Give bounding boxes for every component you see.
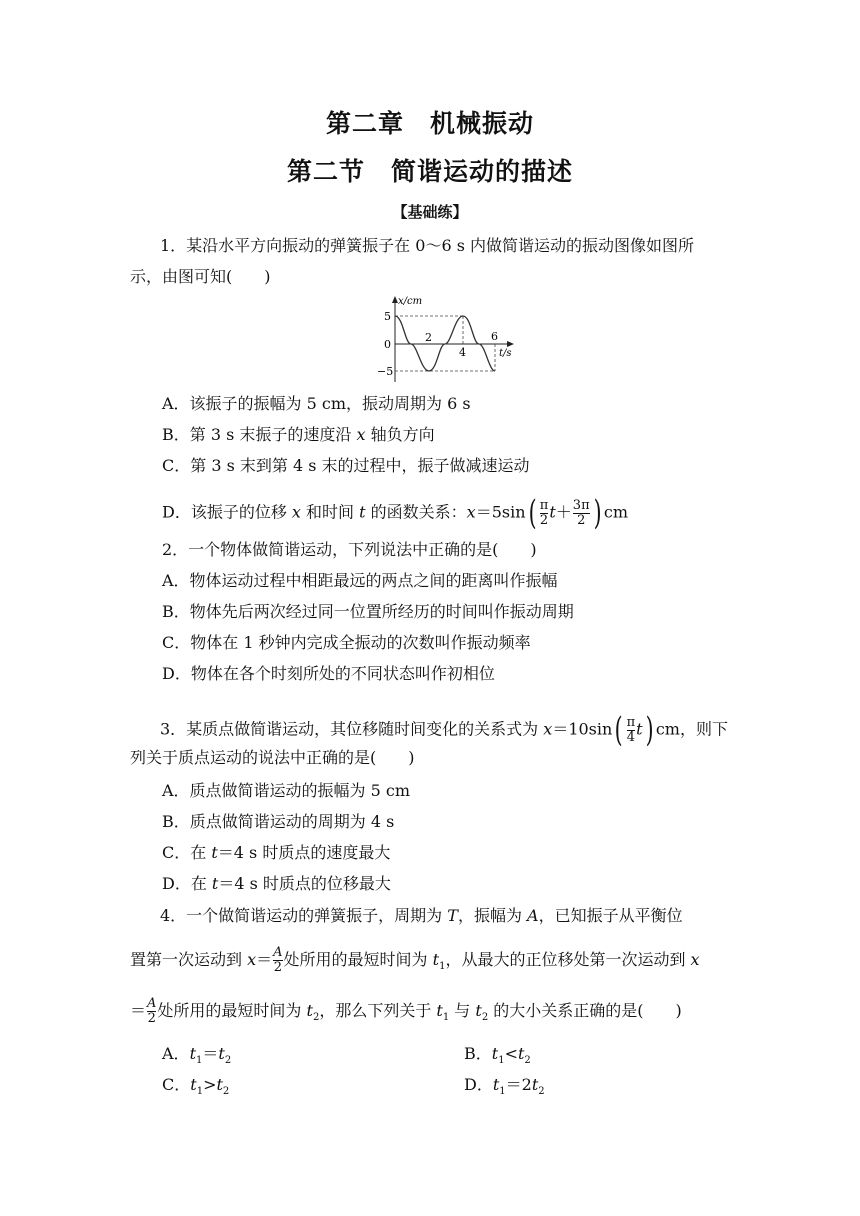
q4-stem-line1: 4．一个做简谐运动的弹簧振子，周期为 T，振幅为 A，已知振子从平衡位 [160,906,683,925]
q4-stem-line3: ＝ $\frac{A}{2}$ 处所用的最短时间为 $t_2$，那么下列关于 $t_1$ 与 $t_2$ 的大小关系正确的是( ) [130,996,682,1026]
section-title: 第二节 简谐运动的描述 [286,157,573,186]
q2-option-d: D．物体在各个时刻所处的不同状态叫作初相位 [162,664,495,683]
q1-stem-line1: 1．某沿水平方向振动的弹簧振子在 0～6 s 内做简谐运动的振动图像如图所 [160,236,695,255]
q1-option-a: A．该振子的振幅为 5 cm，振动周期为 6 s [162,394,471,413]
q1-option-b: B．第 3 s 末振子的速度沿 x 轴负方向 [162,425,435,444]
q3-option-c: C．在 t＝4 s 时质点的速度最大 [162,843,391,862]
graph-x-arrow [507,341,514,347]
q3-stem-line2: 列关于质点运动的说法中正确的是( ) [130,748,415,767]
q3-option-a: A．质点做简谐运动的振幅为 5 cm [162,781,411,800]
q2-option-c: C．物体在 1 秒钟内完成全振动的次数叫作振动频率 [162,633,531,652]
graph-y-tick-5: 5 [384,310,391,323]
vibration-graph [365,294,525,386]
q4-option-a: A．$t_1=t_2$ [162,1044,232,1066]
q3-option-b: B．质点做简谐运动的周期为 4 s [162,812,395,831]
q1-option-d: D．该振子的位移 x 和时间 t 的函数关系：x＝5sin( $\frac{\pi}{2}$ t＋ $\frac{3\pi}{2}$ ) cm [162,493,629,533]
q1-stem-line2: 示，由图可知( ) [130,267,271,286]
q2-option-a: A．物体运动过程中相距最远的两点之间的距离叫作振幅 [162,571,558,590]
graph-y-tick-neg5: −5 [377,365,394,378]
q4-stem-line2: 置第一次运动到 x＝ $\frac{A}{2}$ 处所用的最短时间为 $t_1$，从最大的正位移处第一次运动到 x [130,945,700,975]
graph-x-tick-2: 2 [425,331,432,344]
graph-y-label: x/cm [398,296,423,307]
q3-option-d: D．在 t＝4 s 时质点的位移最大 [162,874,391,893]
graph-x-label: t/s [499,348,512,359]
q3-stem-line1: 3．某质点做简谐运动，其位移随时间变化的关系式为 x＝10sin( $\frac{\pi}{4}$ t) cm，则下 [160,710,728,750]
q2-option-b: B．物体先后两次经过同一位置所经历的时间叫作振动周期 [162,602,574,621]
exercise-type-label: 【基础练】 [392,203,468,221]
chapter-title: 第二章 机械振动 [325,109,534,138]
graph-x-tick-4: 4 [459,346,466,359]
graph-y-tick-0: 0 [384,338,391,351]
q4-option-c: C．$t_1>t_2$ [162,1075,230,1097]
q4-option-b: B．$t_1<t_2$ [464,1044,531,1066]
q2-stem: 2．一个物体做简谐运动，下列说法中正确的是( ) [162,540,537,559]
q1-option-c: C．第 3 s 末到第 4 s 末的过程中，振子做减速运动 [162,456,530,475]
q4-option-d: D．$t_1=2t_2$ [464,1075,545,1097]
graph-x-tick-6: 6 [491,330,498,343]
